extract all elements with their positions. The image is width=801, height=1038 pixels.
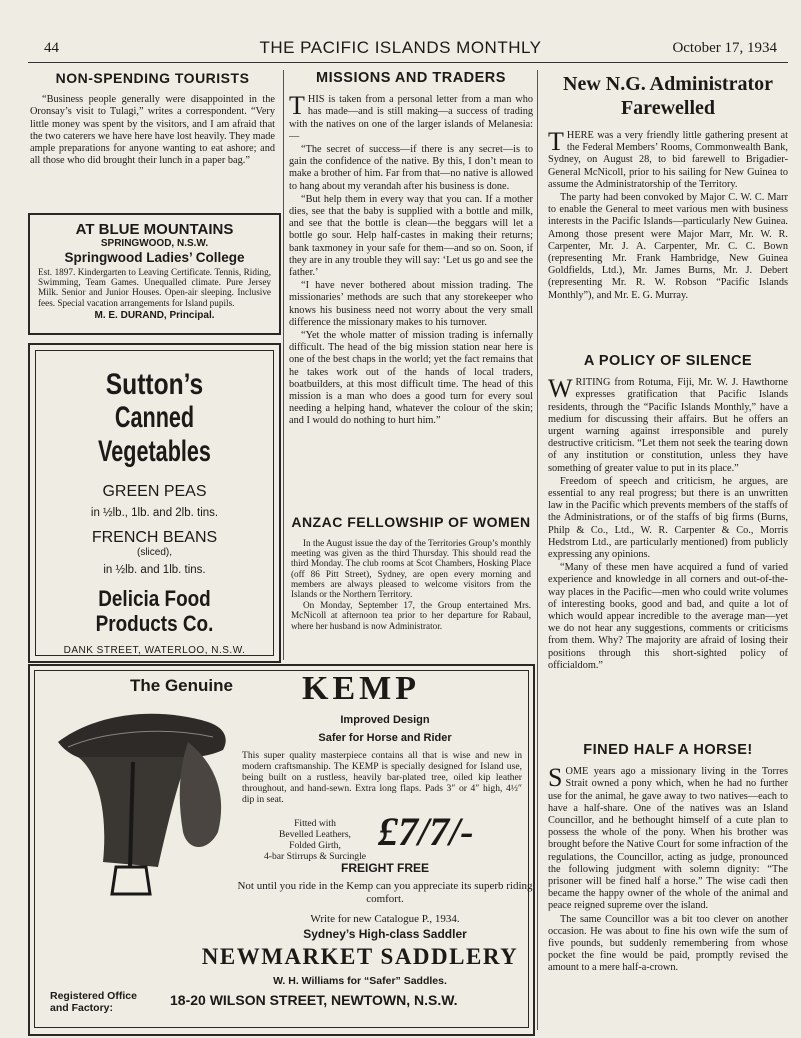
green-peas-sizes: in ½lb., 1lb. and 2lb. tins. — [90, 507, 219, 519]
article-title: FINED HALF A HORSE! — [583, 742, 753, 758]
kemp-address: 18-20 WILSON STREET, NEWTOWN, N.S.W. — [170, 992, 458, 1008]
drop-cap: S — [548, 763, 563, 793]
company-name: Delicia Food Products Co. — [95, 586, 214, 636]
article-non-spending-tourists — [30, 72, 275, 168]
saddle-illustration — [38, 702, 248, 902]
french-beans-sizes: in ½lb. and 1lb. tins. — [103, 564, 206, 576]
column-divider-1 — [283, 70, 284, 660]
article-body: “Business people generally were disappointed in the Oronsay’s visit to Tulagi,” writes a correspondent. “Very little money was spent by the visitors, and I am afraid that the two caterers we have here have lost heavily. They made ample preparations for anyone wanting to eat ashore; and all those who did brought their lunch in a paper bag.” — [30, 94, 275, 167]
article-title: New N.G. Administrator Farewelled — [563, 73, 773, 119]
page-number: 44 — [44, 40, 59, 56]
article-missions-and-traders — [289, 72, 533, 429]
header-rule — [28, 62, 788, 63]
article-paragraph: “Many of these men have acquired a fund of varied experience and knowledge in all corners and out-of-the-way places in the Pacific—men who could write volumes of interesting books, good and bad, and quite a lot of which would appear incredible to the average man—yet we do not hear any suggestions, comments or criticisms from them. Why? The majority are afraid of losing their positions through this short-sighted policy of officialdom.” — [548, 562, 788, 671]
article-title: A POLICY OF SILENCE — [583, 353, 753, 369]
lead-text: OME years ago a missionary living in the Torres Strait owned a pony which, when he had no further use for the animal, he gave away to two natives—each to have a half-share. One of the natives was an Island Councillor, and he bethought himself of a cute plan to possess the whole of the pony. When his brother was brought before the Native Court for some infraction of the regulations, the Councillor, acting as judge, pronounced the following judgment with solemn dignity: “The prisoner will be fined half a horse.” The wise cadi then became the happy owner of the whole of the animal and peace reigned supreme over the island. — [548, 766, 788, 912]
lead-text: HERE was a very friendly little gathering present at the Federal Members’ Rooms, Commonwealth Bank, Sydney, on August 28, to bid farewell to Brigadier-General McNicoll, prior to his sailing for New Guinea to assume the Administratorship of the Territory. — [548, 130, 788, 190]
publication-title: THE PACIFIC ISLANDS MONTHLY — [259, 38, 542, 57]
ad-town: SPRINGWOOD, N.S.W. — [100, 238, 209, 249]
college-name: Springwood Ladies’ College — [64, 250, 245, 265]
ad-suttons-vegetables — [28, 343, 281, 663]
article-lead — [548, 127, 788, 191]
product-line: Canned Vegetables — [98, 401, 211, 468]
shop-name: NEWMARKET SADDLERY — [201, 944, 519, 969]
drop-cap: T — [548, 127, 564, 156]
kemp-price: £7/7/- — [378, 809, 474, 854]
item-french-beans: FRENCH BEANS — [91, 529, 218, 546]
safer-tagline: Safer for Horse and Rider — [318, 732, 452, 744]
ad-location: AT BLUE MOUNTAINS — [75, 221, 234, 238]
saddle-knee-roll — [180, 742, 221, 847]
high-class-saddler: Sydney’s High-class Saddler — [303, 927, 467, 941]
kemp-description: This super quality masterpiece contains all that is wise and new in modern craftsmanship. The KEMP is specially designed for Island use, being built on a rustless, heavily bar-plated tree, oiled kip leather throughout, and hand-sewn. Extra long flaps. Pads 3″ or 4″ high, 4½″ dip in seat. — [242, 750, 522, 805]
article-paragraph: In the August issue the day of the Territories Group’s monthly meeting was given as the third Thursday. This should read the third Monday. The club rooms at Scot Chambers, Hosking Place (off 86 Pitt Street), Sydney, are open every morning and members are always pleased to welcome visitors from the Islands or the Northern Territory. — [291, 538, 531, 600]
drop-cap: T — [289, 91, 305, 121]
college-description: Est. 1897. Kindergarten to Leaving Certificate. Tennis, Riding, Swimming, Team Games. Unequalled climate. Pure Jersey Milk. Senior and Junior Houses. Open-air sleeping. Inclusive fees. Special vacation arrangements for Island pupils. — [38, 267, 271, 308]
article-lead — [548, 374, 788, 475]
stirrup-iron — [112, 867, 150, 894]
article-paragraph: The same Councillor was a bit too clever on another occasion. He was about to fine his own wife the sum of five pounds, but suddenly remembering from whose pocket the fine would be paid, promptly revised the amount to a mere half-a-crown. — [548, 913, 788, 974]
article-paragraph: The party had been convoked by Major C. W. C. Marr to enable the General to meet various men with business interests in the Pacific Islands—particularly New Guinea. Among those present were Major Marr, Mr. W. R. Carpenter, Mr. J. A. Carpenter, Mr. C. C. Bown (representing Mr. Frank Hambridge, New Guinea Goldfields, Ltd.), Mr. James Burns, Mr. J. Debert (representing Mr. R. W. Robson “Pacific Islands Monthly”), and Mr. E. G. Murray. — [548, 192, 788, 301]
the-genuine-label: The Genuine — [130, 676, 233, 695]
improved-design: Improved Design — [340, 714, 430, 726]
company-address: DANK STREET, WATERLOO, N.S.W. — [63, 645, 246, 656]
drop-cap: W — [548, 374, 573, 404]
proprietor: W. H. Williams for “Safer” Saddles. — [273, 975, 447, 987]
ride-comfort: Not until you ride in the Kemp can you appreciate its superb riding comfort. — [237, 880, 533, 905]
column-divider-2 — [537, 70, 538, 1030]
ad-springwood-college — [28, 213, 281, 335]
kemp-brand: KEMP — [302, 670, 420, 707]
ad-kemp-saddle — [28, 664, 535, 1036]
lead-text: HIS is taken from a personal letter from a man who has made—and is still making—a success of trading with the natives on one of the larger islands of Melanesia:— — [289, 94, 533, 142]
article-paragraph: “But help them in every way that you can. If a mother dies, see that the baby is supplied with a bottle and milk, and see that the bottle is clean—the beggars will let a bottle go sour. Help half-castes in making their returns; bank taxmoney in your safe for them—and so on. Soon, if they are in any trouble they will say: ‘Let us go and see the father.’ — [289, 193, 533, 279]
article-paragraph: “The secret of success—if there is any secret—is to gain the confidence of the native. By this, I don’t mean to make a brother of him. Far from that—no native is allowed to hang about my verandah after his business is done. — [289, 144, 533, 192]
freight-free: FREIGHT FREE — [340, 861, 429, 875]
article-paragraph: Freedom of speech and criticism, he argues, are essential to any real progress; but there is an unwritten law in the Pacific which prevents members of the staffs of the Administrations, or of the staffs of big firms (Burns, Philp & Co., Ltd., W. R. Carpenter & Co., Morris Hedstrom Ltd., are particularly mentioned) from publicly expressing any opinions. — [548, 475, 788, 561]
french-beans-note: (sliced), — [136, 547, 172, 558]
article-paragraph: “Yet the whole matter of mission trading is infernally difficult. The head of the big mission station near here is one of the best chaps in the world; yet the fact remains that he takes work out of the hands of local traders, boatbuilders, at this most difficult time. The head of this mission is a man who does a good turn for every soul needing a helping hand, whatever the colour of the skin; and I would do nothing to hurt him.” — [289, 330, 533, 427]
registered-office-label: Registered Office and Factory: — [50, 990, 137, 1014]
article-lead — [289, 91, 533, 143]
brand-name: Sutton’s — [105, 368, 204, 401]
article-anzac-fellowship — [291, 514, 531, 632]
page-header — [0, 38, 801, 62]
article-title: NON-SPENDING TOURISTS — [55, 70, 250, 86]
article-paragraph: On Monday, September 17, the Group entertained Mrs. McNicoll at afternoon tea prior to her departure for Rabaul, where her husband is now Administrator. — [291, 600, 531, 631]
article-policy-of-silence — [548, 355, 788, 673]
item-green-peas: GREEN PEAS — [102, 483, 207, 500]
article-title: MISSIONS AND TRADERS — [316, 70, 506, 86]
article-paragraph: “I have never bothered about mission trading. The missionaries’ methods are such that any storekeeper who knows his business need not worry about the very small difference the missionary makes to his turnover. — [289, 280, 533, 328]
issue-date: October 17, 1934 — [672, 40, 777, 56]
catalogue-offer: Write for new Catalogue P., 1934. — [310, 913, 460, 925]
article-administrator-farewelled — [548, 72, 788, 303]
college-principal: M. E. DURAND, Principal. — [94, 309, 215, 321]
article-lead — [548, 763, 788, 912]
article-title: ANZAC FELLOWSHIP OF WOMEN — [291, 514, 531, 530]
kemp-fittings: Fitted with Bevelled Leathers, Folded Girth, 4-bar Stirrups & Surcingle — [263, 818, 367, 862]
article-fined-half-a-horse — [548, 744, 788, 976]
lead-text: RITING from Rotuma, Fiji, Mr. W. J. Hawthorne expresses gratification that Pacific Islands residents, through the “Pacific Islands Monthly,” have a medium for discussing their affairs. But he offers an urgent warning against irresponsible and purely destructive criticism. “Let them not seek the tearing down of any institution or constitution, unless they have something of greater value to put in its place.” — [548, 377, 788, 474]
